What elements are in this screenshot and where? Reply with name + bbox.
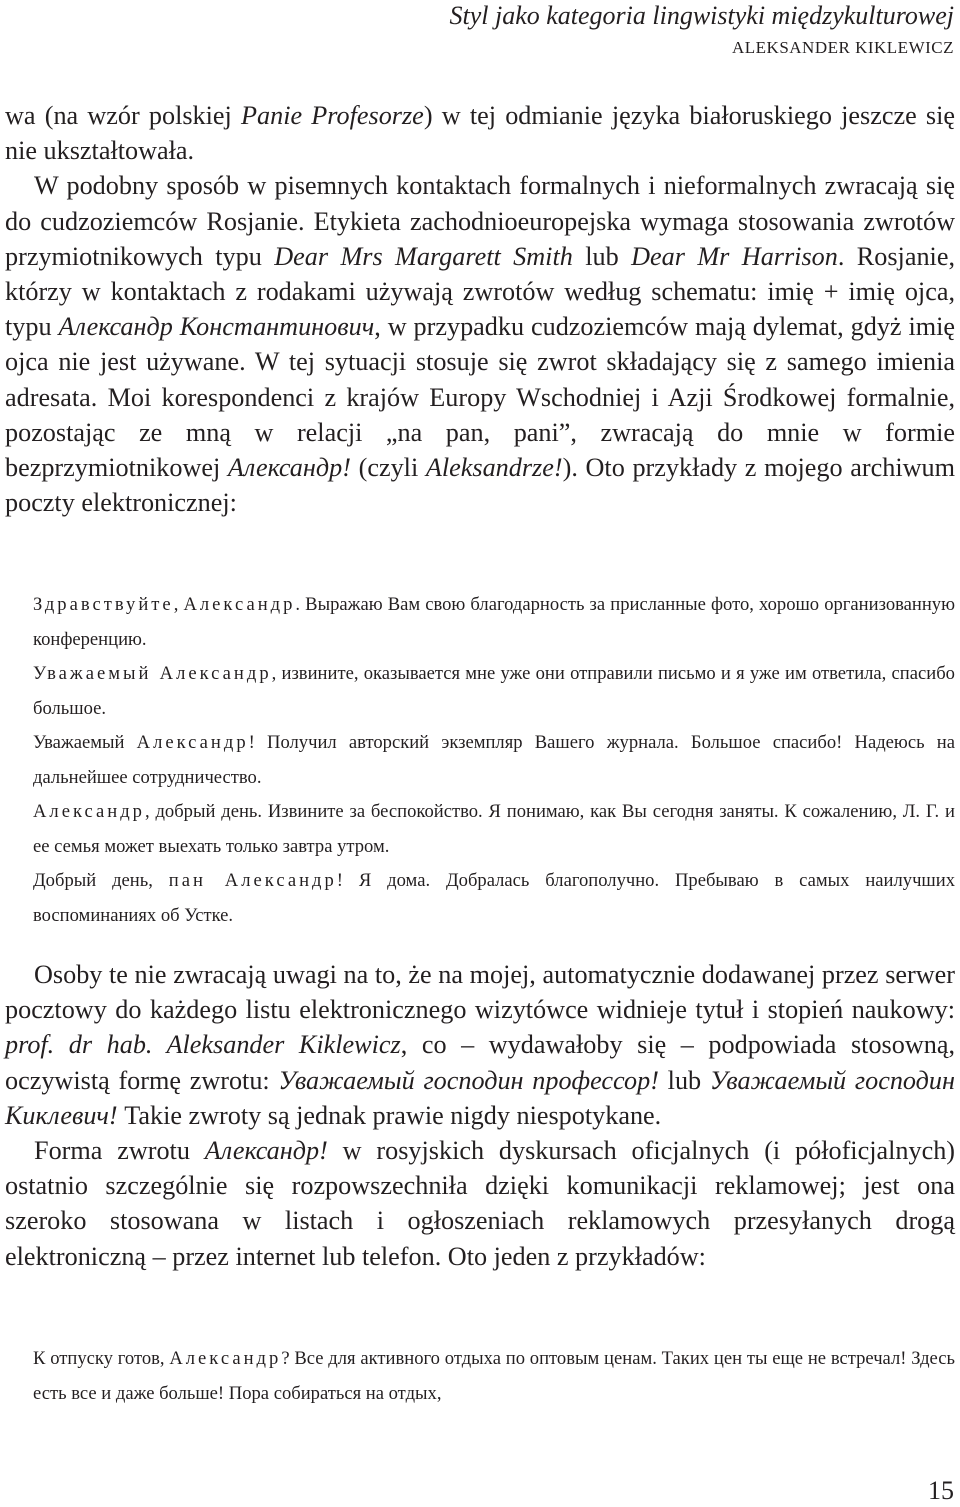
text-run: w rosyjskich dyskursach oficjalnych (i półoficjalnych) ostatnio szczególnie się rozpowszechniła dzięki komunikacji reklamowej; jest ona szeroko stosowana w listach i ogłoszeniach reklamowych przesyłanych drogą elektroniczną – przez internet lub telefon. Oto jeden z przykładów: xyxy=(5,1136,956,1271)
text-run: ! Я дома. Добралась благополучно. Пребываю в самых наилучших воспоминаниях об Устке. xyxy=(33,870,955,926)
text-run: ). Oto przykłady z mojego archiwum poczty elektronicznej: xyxy=(5,453,955,518)
text-run: Osoby te nie zwracają uwagi na to, że na mojej, automatycznie dodawanej przez serwer pocztowy do każdego listu elektronicznego wizytówce widnieje tytuł i stopień naukowy: xyxy=(5,960,955,1025)
italic-run: Dear Mr Harrison xyxy=(631,241,838,271)
text-run: Добрый день, xyxy=(33,870,169,891)
text-run: . Выражаю Вам свою благодарность за присланные фото, хорошо организованную конференцию. xyxy=(33,594,955,650)
text-run: , извините, оказывается мне уже они отправили письмо и я уже им ответила, спасибо большое. xyxy=(33,663,955,719)
spaced-run: пан Александр xyxy=(168,870,337,891)
journal-title: Styl jako kategoria lingwistyki międzykulturowej xyxy=(449,1,954,30)
advert-quote xyxy=(33,1342,955,1411)
text-run: , добрый день. Извините за беспокойство. Я понимаю, как Вы сегодня заняты. К сожалению, Л. Г. и ее семья может выехать только завтра утром. xyxy=(33,801,955,857)
email-quote xyxy=(33,588,955,657)
italic-run: Aleksandrze! xyxy=(425,453,563,483)
text-run: К отпуску готов, xyxy=(33,1348,170,1369)
text-run: wa (na wzór polskiej xyxy=(5,101,242,130)
italic-run: Александр! xyxy=(204,1136,328,1166)
page-number: 15 xyxy=(928,1476,954,1505)
text-run: (czyli xyxy=(350,453,426,483)
email-quote xyxy=(33,864,955,933)
spaced-run: Уважаемый Александр xyxy=(33,663,272,684)
text-run: . Rosjanie, którzy w kontaktach z rodakami używają zwrotów według schematu: imię + imię ojca, typu xyxy=(5,241,955,342)
spaced-run: Александр xyxy=(136,732,249,753)
text-run: , co – wydawałoby się – podpowiada stosowną, oczywistą formę zwrotu: xyxy=(5,1030,956,1095)
italic-run: Dear Mrs Margarett Smith xyxy=(274,241,573,271)
text-run: Forma zwrotu xyxy=(34,1136,205,1166)
running-header xyxy=(450,0,955,58)
text-run: ? Все для активного отдыха по оптовым ценам. Таких цен ты еще не встречал! Здесь есть все и даже больше! Пора собираться на отдых, xyxy=(33,1348,955,1404)
italic-run: Уважаемый господин Киклевич! xyxy=(5,1065,955,1130)
text-run: ! Получил авторский экземпляр Вашего журнала. Большое спасибо! Надеюсь на дальнейшее сотрудничество. xyxy=(33,732,955,788)
email-quotes xyxy=(33,588,955,933)
main-text-upper xyxy=(5,98,955,520)
paragraph xyxy=(5,168,955,520)
spaced-run: Здравствуйте xyxy=(33,594,174,615)
paragraph xyxy=(5,1133,955,1274)
spaced-run: Александр xyxy=(33,801,145,822)
text-run: , w przypadku cudzoziemców mają dylemat, gdyż imię ojca nie jest używane. W tej sytuacji stosuje się zwrot składający się z samego imienia adresata. Moi korespondenci z krajów Europy Wschodniej i Azji Środkowej formalnie, pozostając ze mną w relacji „na pan, pani”, zwracają do mnie w formie bezprzymiotnikowej xyxy=(5,312,956,483)
email-quote xyxy=(33,726,955,795)
paragraph xyxy=(5,957,955,1133)
text-run: W podobny sposób w pisemnych kontaktach formalnych i nieformalnych zwracają się do cudzoziemców Rosjanie. Etykieta zachodnioeuropejska wymaga stosowania zwrotów przymiotnikowych typu xyxy=(5,171,955,271)
text-run: ) w tej odmianie języka białoruskiego jeszcze się nie ukształtowała. xyxy=(5,101,955,166)
email-quote xyxy=(33,795,955,864)
author-name: ALEKSANDER KIKLEWICZ xyxy=(732,38,954,57)
italic-run: Panie Profesorze xyxy=(241,101,424,130)
italic-run: Александр! xyxy=(227,453,351,483)
email-quote xyxy=(33,1342,955,1411)
text-run: lub xyxy=(658,1065,710,1095)
paragraph-continuation xyxy=(5,98,955,168)
italic-run: Уважаемый господин профессор! xyxy=(278,1065,659,1095)
italic-run: Александр Константинович xyxy=(58,312,375,342)
text-run: , xyxy=(173,594,184,615)
main-text-lower xyxy=(5,957,955,1274)
text-run: Takie zwroty są jednak prawie nigdy niespotykane. xyxy=(117,1100,662,1130)
text-run: Уважаемый xyxy=(33,732,137,753)
italic-run: prof. dr hab. Aleksander Kiklewicz xyxy=(5,1030,401,1060)
spaced-run: Александр xyxy=(169,1348,282,1369)
text-run: lub xyxy=(572,241,632,271)
spaced-run: Александр xyxy=(183,594,296,615)
email-quote xyxy=(33,657,955,726)
